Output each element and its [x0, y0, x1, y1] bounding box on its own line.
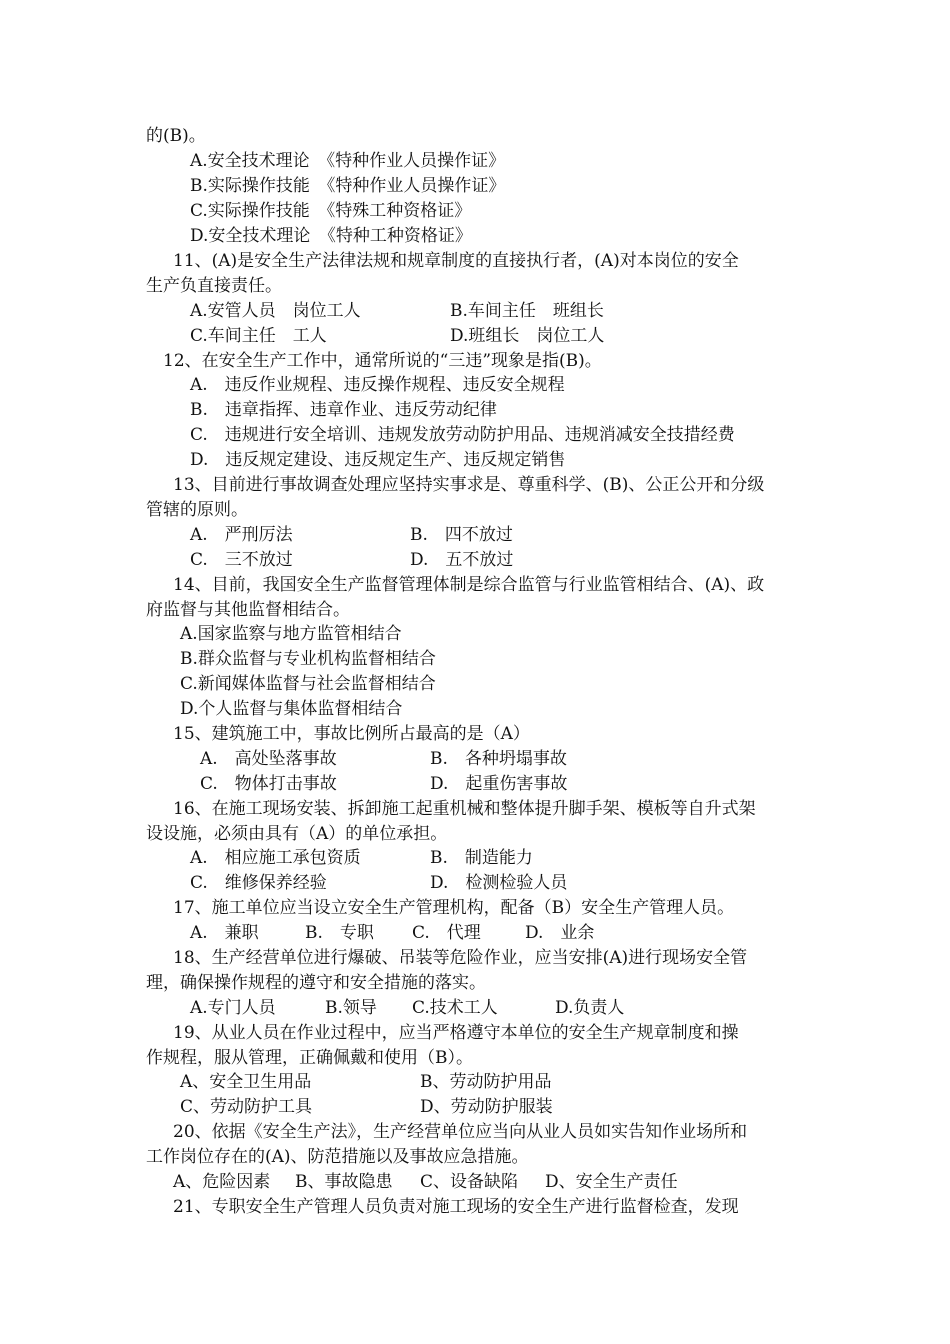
q11-option-c: C.车间主任 工人	[190, 326, 327, 346]
q20-line-1: 20、依据《安全生产法》，生产经营单位应当向从业人员如实告知作业场所和	[173, 1122, 748, 1142]
q19-option-c: C、劳动防护工具	[180, 1097, 313, 1117]
q12-option-b: B. 违章指挥、违章作业、违反劳动纪律	[190, 400, 497, 420]
q18-line-1: 18、生产经营单位进行爆破、吊装等危险作业，应当安排(A)进行现场安全管	[173, 948, 748, 968]
q14-option-a: A.国家监察与地方监管相结合	[180, 624, 402, 644]
q13-option-b: B. 四不放过	[410, 525, 513, 545]
q18-option-a: A.专门人员	[190, 998, 276, 1018]
q11-option-b: B.车间主任 班组长	[450, 301, 604, 321]
q19-option-d: D、劳动防护服装	[420, 1097, 553, 1117]
q20-option-b: B、事故隐患	[295, 1172, 393, 1192]
q14-line-2: 府监督与其他监督相结合。	[146, 600, 350, 620]
q12-line-1: 12、在安全生产工作中，通常所说的“三违”现象是指(B)。	[163, 351, 602, 371]
q12-option-c: C. 违规进行安全培训、违规发放劳动防护用品、违规消减安全技措经费	[190, 425, 735, 445]
q17-line-1: 17、施工单位应当设立安全生产管理机构，配备（B）安全生产管理人员。	[173, 898, 735, 918]
q16-option-c: C. 维修保养经验	[190, 873, 327, 893]
q13-option-c: C. 三不放过	[190, 550, 293, 570]
q20-option-a: A、危险因素	[173, 1172, 271, 1192]
q14-option-b: B.群众监督与专业机构监督相结合	[180, 649, 436, 669]
q16-line-1: 16、在施工现场安装、拆卸施工起重机械和整体提升脚手架、模板等自升式架	[173, 799, 756, 819]
q15-option-c: C. 物体打击事故	[200, 774, 337, 794]
q20-option-d: D、安全生产责任	[545, 1172, 678, 1192]
q15-option-b: B. 各种坍塌事故	[430, 749, 567, 769]
q19-option-b: B、劳动防护用品	[420, 1072, 552, 1092]
q13-line-1: 13、目前进行事故调查处理应坚持实事求是、尊重科学、(B)、公正公开和分级	[173, 475, 765, 495]
q12-option-a: A. 违反作业规程、违反操作规程、违反安全规程	[190, 375, 565, 395]
q11-line-1: 11、(A)是安全生产法律法规和规章制度的直接执行者，(A)对本岗位的安全	[173, 251, 739, 271]
q16-option-d: D. 检测检验人员	[430, 873, 568, 893]
q13-option-d: D. 五不放过	[410, 550, 514, 570]
q10-option-a: A.安全技术理论 《特种作业人员操作证》	[190, 151, 506, 171]
q15-option-d: D. 起重伤害事故	[430, 774, 568, 794]
q16-option-a: A. 相应施工承包资质	[190, 848, 361, 868]
q20-option-c: C、设备缺陷	[420, 1172, 519, 1192]
q15-line-1: 15、建筑施工中，事故比例所占最高的是（A）	[173, 724, 530, 744]
q13-option-a: A. 严刑厉法	[190, 525, 293, 545]
q16-option-b: B. 制造能力	[430, 848, 533, 868]
q13-line-2: 管辖的原则。	[146, 500, 248, 520]
q19-line-1: 19、从业人员在作业过程中，应当严格遵守本单位的安全生产规章制度和操	[173, 1023, 739, 1043]
q11-option-d: D.班组长 岗位工人	[450, 326, 605, 346]
q18-line-2: 理，确保操作规程的遵守和安全措施的落实。	[146, 973, 486, 993]
q18-option-c: C.技术工人	[412, 998, 498, 1018]
q18-option-b: B.领导	[325, 998, 377, 1018]
q17-option-d: D. 业余	[525, 923, 595, 943]
q21-line-1: 21、专职安全生产管理人员负责对施工现场的安全生产进行监督检查，发现	[173, 1197, 739, 1217]
q14-option-c: C.新闻媒体监督与社会监督相结合	[180, 674, 436, 694]
q20-line-2: 工作岗位存在的(A)、防范措施以及事故应急措施。	[146, 1147, 529, 1167]
q19-line-2: 作规程，服从管理，正确佩戴和使用（B）。	[146, 1048, 473, 1068]
q19-option-a: A、安全卫生用品	[180, 1072, 312, 1092]
q14-line-1: 14、目前，我国安全生产监督管理体制是综合监管与行业监管相结合、(A)、政	[173, 575, 765, 595]
q11-option-a: A.安管人员 岗位工人	[190, 301, 361, 321]
q14-option-d: D.个人监督与集体监督相结合	[180, 699, 403, 719]
q17-option-b: B. 专职	[305, 923, 374, 943]
q10-option-c: C.实际操作技能 《特殊工种资格证》	[190, 201, 472, 221]
q15-option-a: A. 高处坠落事故	[200, 749, 337, 769]
q12-option-d: D. 违反规定建设、违反规定生产、违反规定销售	[190, 450, 566, 470]
q17-option-c: C. 代理	[412, 923, 481, 943]
q17-option-a: A. 兼职	[190, 923, 259, 943]
q11-line-2: 生产负直接责任。	[146, 276, 282, 296]
q10-option-d: D.安全技术理论 《特种工种资格证》	[190, 226, 472, 246]
q10-tail: 的(B)。	[146, 126, 206, 146]
q10-option-b: B.实际操作技能 《特种作业人员操作证》	[190, 176, 506, 196]
q18-option-d: D.负责人	[555, 998, 625, 1018]
q16-line-2: 设设施，必须由具有（A）的单位承担。	[146, 824, 448, 844]
